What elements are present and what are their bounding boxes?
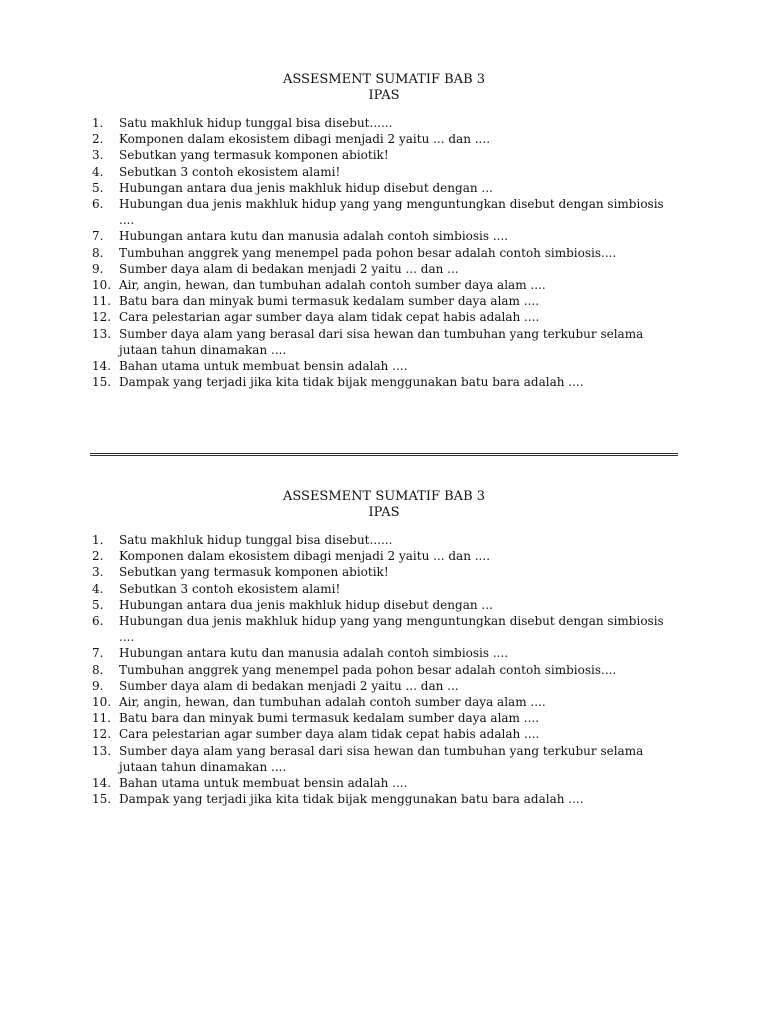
question-number: 1.	[92, 116, 104, 130]
question-text: Dampak yang terjadi jika kita tidak bijak menggunakan batu bara adalah ....	[119, 792, 584, 807]
question-item	[92, 164, 682, 180]
question-item	[92, 743, 682, 775]
question-text: Hubungan antara kutu dan manusia adalah contoh simbiosis ....	[119, 646, 509, 661]
question-number: 7.	[92, 229, 104, 244]
question-text: Sebutkan 3 contoh ekosistem alami!	[119, 581, 341, 596]
question-text: Air, angin, hewan, dan tumbuhan adalah contoh sumber daya alam ....	[119, 695, 546, 710]
question-item	[92, 581, 682, 597]
question-number: 10.	[92, 695, 112, 710]
question-list	[92, 115, 682, 390]
question-number: 13.	[92, 326, 112, 341]
question-item	[92, 196, 682, 228]
question-number: 8.	[92, 662, 104, 677]
question-text: Satu makhluk hidup tunggal bisa disebut......	[119, 533, 393, 547]
question-text: Tumbuhan anggrek yang menempel pada pohon besar adalah contoh simbiosis....	[119, 662, 617, 677]
assessment-title: ASSESMENT SUMATIF BAB 3	[282, 72, 486, 87]
question-text: Hubungan dua jenis makhluk hidup yang yang menguntungkan disebut dengan simbiosis ....	[119, 614, 664, 645]
question-item	[92, 775, 682, 791]
question-list	[92, 532, 682, 807]
question-number: 4.	[92, 581, 104, 596]
question-item	[92, 180, 682, 196]
question-text: Komponen dalam ekosistem dibagi menjadi 2 yaitu ... dan ....	[119, 132, 491, 147]
question-item	[92, 791, 682, 807]
question-item	[92, 277, 682, 293]
question-number: 11.	[92, 711, 112, 726]
question-text: Cara pelestarian agar sumber daya alam tidak cepat habis adalah ....	[119, 310, 540, 325]
assessment-subject: IPAS	[368, 88, 400, 103]
question-number: 5.	[92, 597, 104, 612]
question-item	[92, 548, 682, 564]
question-number: 6.	[92, 614, 104, 629]
question-number: 3.	[92, 565, 104, 580]
question-item	[92, 532, 682, 548]
assessment-section-top	[0, 72, 768, 390]
question-number: 9.	[92, 678, 104, 693]
question-text: Batu bara dan minyak bumi termasuk kedalam sumber daya alam ....	[119, 294, 540, 309]
question-text: Hubungan antara kutu dan manusia adalah contoh simbiosis ....	[119, 229, 509, 244]
question-text: Sebutkan yang termasuk komponen abiotik!	[119, 565, 389, 580]
question-item	[92, 261, 682, 277]
question-text: Hubungan antara dua jenis makhluk hidup disebut dengan ...	[119, 597, 493, 612]
question-number: 2.	[92, 549, 104, 564]
question-text: Hubungan antara dua jenis makhluk hidup disebut dengan ...	[119, 180, 493, 195]
question-number: 15.	[92, 792, 112, 807]
question-text: Bahan utama untuk membuat bensin adalah ....	[119, 776, 408, 791]
question-text: Komponen dalam ekosistem dibagi menjadi 2 yaitu ... dan ....	[119, 549, 491, 564]
cut-line-divider	[90, 453, 678, 457]
question-text: Sebutkan 3 contoh ekosistem alami!	[119, 164, 341, 179]
question-number: 5.	[92, 180, 104, 195]
question-text: Bahan utama untuk membuat bensin adalah ....	[119, 359, 408, 374]
question-item	[92, 293, 682, 309]
question-item	[92, 726, 682, 742]
question-text: Sumber daya alam yang berasal dari sisa hewan dan tumbuhan yang terkubur selama jutaan tahun dinamakan ....	[119, 743, 644, 774]
question-text: Cara pelestarian agar sumber daya alam tidak cepat habis adalah ....	[119, 727, 540, 742]
question-number: 10.	[92, 278, 112, 293]
question-number: 3.	[92, 148, 104, 163]
question-number: 14.	[92, 776, 112, 791]
question-text: Sebutkan yang termasuk komponen abiotik!	[119, 148, 389, 163]
question-text: Sumber daya alam di bedakan menjadi 2 yaitu ... dan ...	[119, 678, 459, 693]
question-item	[92, 678, 682, 694]
question-item	[92, 710, 682, 726]
question-number: 12.	[92, 310, 112, 325]
question-item	[92, 309, 682, 325]
question-text: Air, angin, hewan, dan tumbuhan adalah contoh sumber daya alam ....	[119, 278, 546, 293]
question-number: 7.	[92, 646, 104, 661]
question-number: 15.	[92, 375, 112, 390]
question-item	[92, 597, 682, 613]
question-item	[92, 326, 682, 358]
assessment-section-bottom	[0, 489, 768, 807]
question-number: 11.	[92, 294, 112, 309]
question-item	[92, 662, 682, 678]
question-number: 8.	[92, 245, 104, 260]
question-text: Sumber daya alam di bedakan menjadi 2 yaitu ... dan ...	[119, 261, 459, 276]
question-number: 4.	[92, 164, 104, 179]
question-item	[92, 645, 682, 661]
question-number: 13.	[92, 743, 112, 758]
question-text: Hubungan dua jenis makhluk hidup yang yang menguntungkan disebut dengan simbiosis ....	[119, 197, 664, 228]
question-item	[92, 245, 682, 261]
question-text: Tumbuhan anggrek yang menempel pada pohon besar adalah contoh simbiosis....	[119, 245, 617, 260]
question-item	[92, 613, 682, 645]
question-item	[92, 564, 682, 580]
question-item	[92, 115, 682, 131]
question-text: Batu bara dan minyak bumi termasuk kedalam sumber daya alam ....	[119, 711, 540, 726]
question-item	[92, 358, 682, 374]
question-number: 12.	[92, 727, 112, 742]
question-text: Dampak yang terjadi jika kita tidak bijak menggunakan batu bara adalah ....	[119, 375, 584, 390]
assessment-title: ASSESMENT SUMATIF BAB 3	[282, 489, 486, 504]
question-text: Sumber daya alam yang berasal dari sisa hewan dan tumbuhan yang terkubur selama jutaan tahun dinamakan ....	[119, 326, 644, 357]
assessment-subject: IPAS	[368, 505, 400, 520]
question-number: 2.	[92, 132, 104, 147]
question-number: 14.	[92, 359, 112, 374]
question-item	[92, 147, 682, 163]
question-item	[92, 228, 682, 244]
question-item	[92, 694, 682, 710]
question-number: 6.	[92, 197, 104, 212]
question-item	[92, 374, 682, 390]
question-number: 9.	[92, 261, 104, 276]
question-text: Satu makhluk hidup tunggal bisa disebut......	[119, 116, 393, 130]
question-item	[92, 131, 682, 147]
question-number: 1.	[92, 533, 104, 547]
